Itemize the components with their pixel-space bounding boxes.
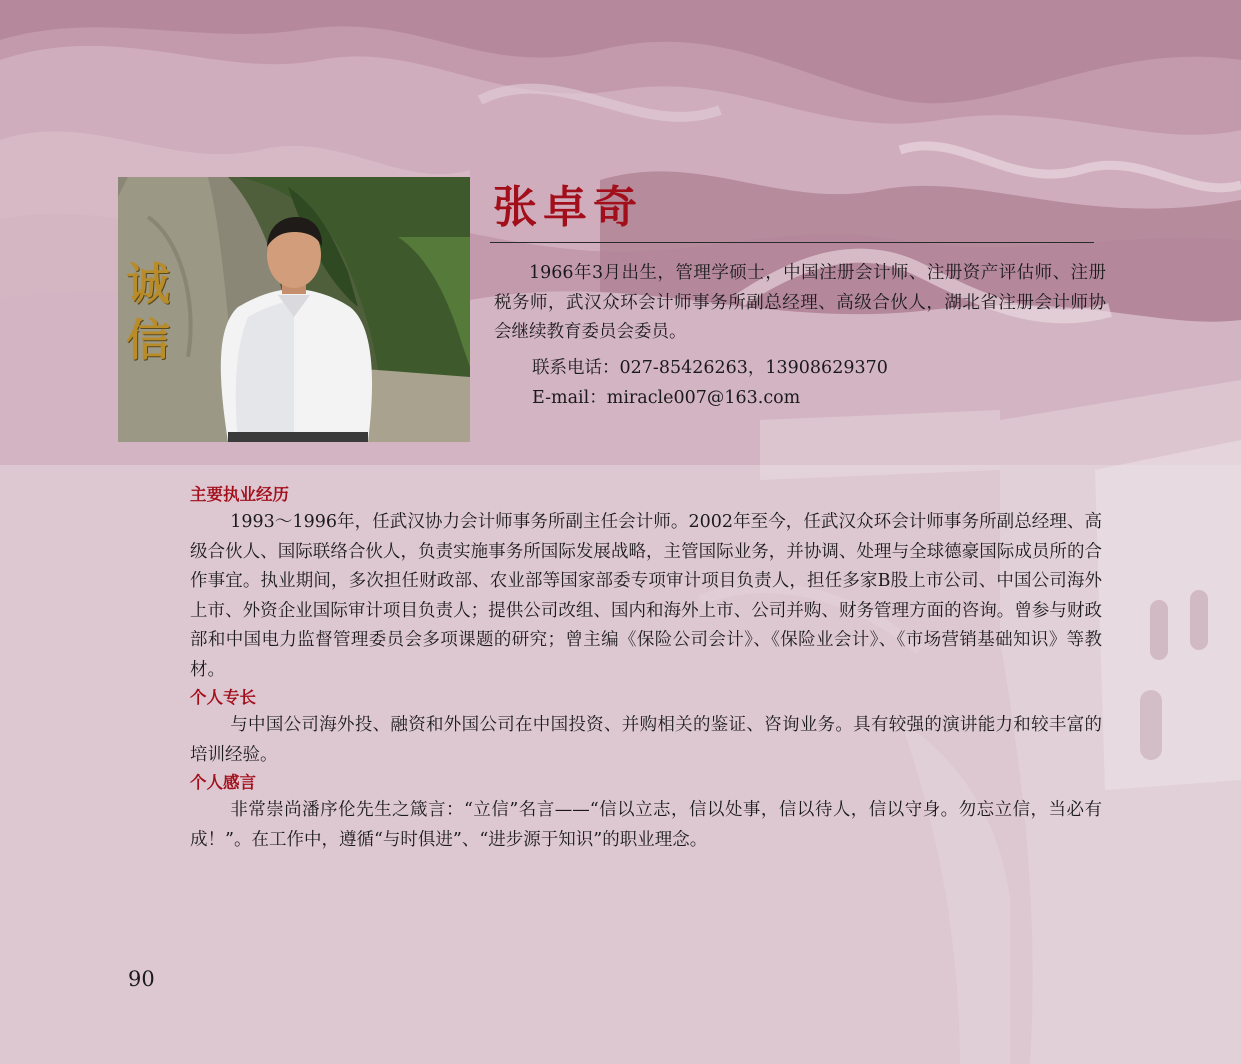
contact-email: E-mail：miracle007@163.com xyxy=(532,387,801,408)
section-text-reflections: 非常崇尚潘序伦先生之箴言：“立信”名言——“信以立志，信以处事，信以待人，信以守身。勿忘立信，当必有成！”。在工作中，遵循“与时俱进”、“进步源于知识”的职业理念。 xyxy=(190,800,1102,850)
profile-intro xyxy=(494,259,1106,348)
section-title-reflections: 个人感言 xyxy=(190,773,256,792)
section-title-experience: 主要执业经历 xyxy=(190,485,289,504)
contact-phone: 联系电话：027-85426263，13908629370 xyxy=(532,358,888,378)
profile-name: 张卓奇 xyxy=(493,182,643,233)
section-text-experience: 1993～1996年，任武汉协力会计师事务所副主任会计师。2002年至今，任武汉众环会计师事务所副总经理、高级合伙人、国际联络合伙人，负责实施事务所国际发展战略，主管国际业务，并协调、处理与全球德豪国际成员所的合作事宜。执业期间，多次担任财政部、农业部等国家部委专项审计项目负责人，担任多家B股上市公司、中国公司海外上市、外资企业国际审计项目负责人；提供公司改组、国内和海外上市、公司并购、财务管理方面的咨询。曾参与财政部和中国电力监督管理委员会多项课题的研究；曾主编《保险公司会计》、《保险业会计》、《市场营销基础知识》等教材。 xyxy=(190,512,1102,680)
stone-inscription: 诚信 xyxy=(126,259,170,366)
section-title-expertise: 个人专长 xyxy=(190,688,256,707)
section-text-expertise: 与中国公司海外投、融资和外国公司在中国投资、并购相关的鉴证、咨询业务。具有较强的演讲能力和较丰富的培训经验。 xyxy=(190,715,1102,765)
page-number: 90 xyxy=(128,967,155,991)
contact-info xyxy=(532,354,888,413)
name-divider xyxy=(490,242,1094,243)
profile-sections xyxy=(190,482,1102,855)
portrait-photo xyxy=(118,177,470,442)
intro-text: 1966年3月出生，管理学硕士，中国注册会计师、注册资产评估师、注册税务师，武汉众环会计师事务所副总经理、高级合伙人，湖北省注册会计师协会继续教育委员会委员。 xyxy=(494,263,1106,342)
